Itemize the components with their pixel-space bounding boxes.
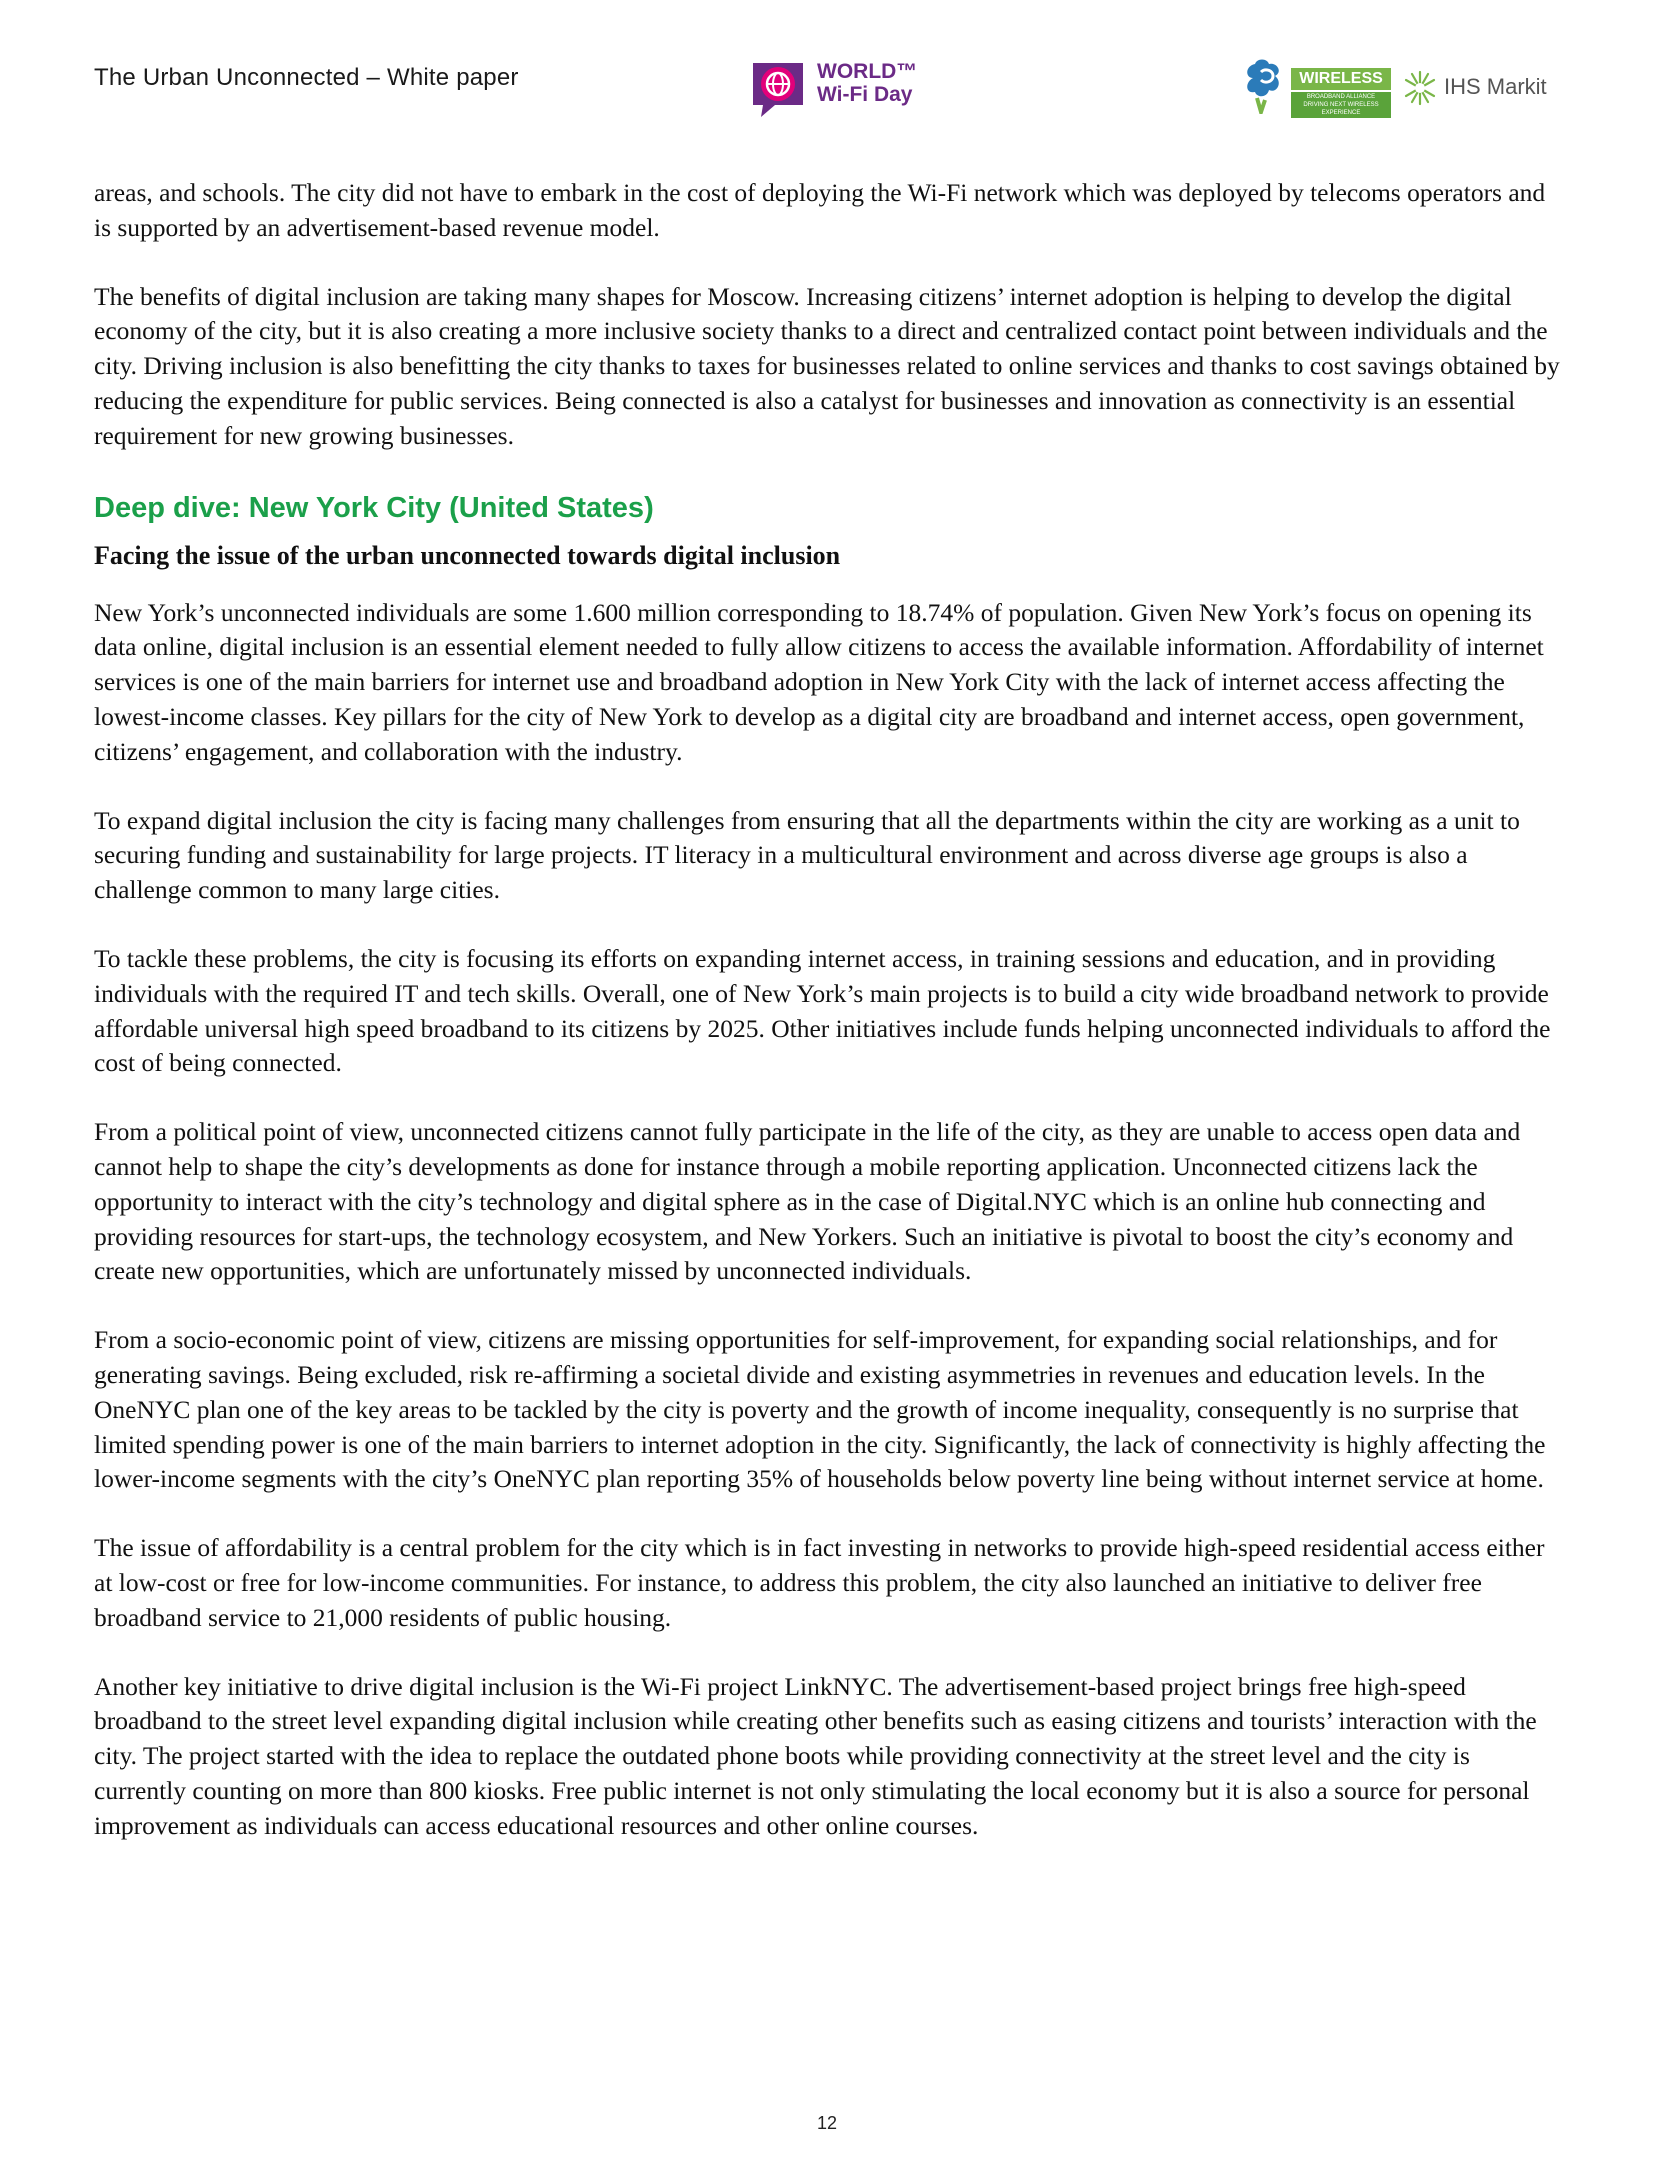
ihs-markit-icon: [1400, 68, 1440, 108]
world-wifi-day-icon: [745, 55, 811, 121]
paragraph-tackling-problems: To tackle these problems, the city is focusing its efforts on expanding internet access, in training sessions and education, and in providing individuals with the required IT and tech skills. Overall, one of New York’s main projects is to build a city wide broadband network to provide affordable universal high speed broadband to its citizens by 2025. Other initiatives include funds helping unconnected individuals to afford the cost of being connected.: [94, 943, 1551, 1078]
ihs-markit-wordmark: IHS Markit: [1444, 74, 1547, 99]
wordmark-line-1: WORLD™: [817, 60, 918, 83]
paragraph-challenges: To expand digital inclusion the city is facing many challenges from ensuring that all the departments within the city are working as a unit to securing funding and sustainability for large projects. IT literacy in a multicultural environment and across diverse age groups is also a challenge common to many large cities.: [94, 805, 1520, 905]
wireless-broadband-alliance-logo: [1243, 58, 1393, 118]
wordmark-line-2: Wi-Fi Day: [817, 83, 913, 106]
paragraph-continued: areas, and schools. The city did not have to embark in the cost of deploying the Wi-Fi network which was deployed by telecoms operators and is supported by an advertisement-based revenue model.: [94, 178, 1546, 242]
world-wifi-day-wordmark: [817, 60, 917, 106]
section-heading: Deep dive: New York City (United States): [94, 491, 654, 524]
paragraph-linknyc: Another key initiative to drive digital inclusion is the Wi-Fi project LinkNYC. The advertisement-based project brings free high-speed broadband to the street level expanding digital inclusion while creating other benefits such as easing citizens and tourists’ interaction with the city. The project started with the idea to replace the outdated phone boots while providing connectivity at the street level and the city is currently counting on more than 800 kiosks. Free public internet is not only stimulating the local economy but it is also a source for personal improvement as individuals can access educational resources and other online courses.: [94, 1671, 1537, 1840]
page-header: [0, 0, 1654, 150]
wba-tagline: DRIVING NEXT WIRELESS EXPERIENCE: [1303, 102, 1379, 116]
paragraph-political-view: From a political point of view, unconnected citizens cannot fully participate in the life of the city, as they are unable to access open data and cannot help to shape the city’s developments as done for instance through a mobile reporting application. Unconnected citizens lack the opportunity to interact with the city’s technology and digital sphere as in the case of Digital.NYC which is an online hub connecting and providing resources for start-ups, the technology ecosystem, and New Yorkers. Such an initiative is pivotal to boost the city’s economy and create new opportunities, which are unfortunately missed by unconnected individuals.: [94, 1117, 1521, 1286]
ihs-markit-logo: [1400, 68, 1570, 112]
wba-wordmark: WIRELESS: [1291, 68, 1391, 90]
document-title: The Urban Unconnected – White paper: [94, 64, 519, 91]
wba-subtitle: [1291, 92, 1391, 118]
paragraph-affordability: The issue of affordability is a central problem for the city which is in fact investing in networks to provide high-speed residential access either at low-cost or free for low-income communities. For instance, to address this problem, the city also launched an initiative to deliver free broadband service to 21,000 residents of public housing.: [94, 1533, 1545, 1632]
main-content: [94, 176, 1560, 1877]
paragraph-moscow-benefits: The benefits of digital inclusion are taking many shapes for Moscow. Increasing citizens’ internet adoption is helping to develop the digital economy of the city, but it is also creating a more inclusive society thanks to a direct and centralized contact point between individuals and the city. Driving inclusion is also benefitting the city thanks to taxes for businesses related to online services and thanks to cost savings obtained by reducing the expenditure for public services. Being connected is also a catalyst for businesses and innovation as connectivity is an essential requirement for new growing businesses.: [94, 281, 1560, 450]
subsection-heading: Facing the issue of the urban unconnected towards digital inclusion: [94, 540, 841, 570]
page-number: 12: [816, 2113, 838, 2133]
paragraph-nyc-unconnected: New York’s unconnected individuals are some 1.600 million corresponding to 18.74% of population. Given New York’s focus on opening its data online, digital inclusion is an essential element needed to fully allow citizens to access the available information. Affordability of internet services is one of the main barriers for internet use and broadband adoption in New York City with the lack of internet access affecting the lowest-income classes. Key pillars for the city of New York to develop as a digital city are broadband and internet access, open government, citizens’ engagement, and collaboration with the industry.: [94, 597, 1544, 766]
wba-emblem-icon: [1243, 58, 1291, 114]
wba-sub-line: BROADBAND ALLIANCE: [1306, 94, 1376, 100]
paragraph-socio-economic-view: From a socio-economic point of view, citizens are missing opportunities for self-improvement, for expanding social relationships, and for generating savings. Being excluded, risk re-affirming a societal divide and existing asymmetries in revenues and education levels. In the OneNYC plan one of the key areas to be tackled by the city is poverty and the growth of income inequality, consequently is no surprise that limited spending power is one of the main barriers to internet adoption in the city. Significantly, the lack of connectivity is highly affecting the lower-income segments with the city’s OneNYC plan reporting 35% of households below poverty line being without internet service at home.: [94, 1325, 1546, 1494]
world-wifi-day-logo: [745, 55, 925, 121]
